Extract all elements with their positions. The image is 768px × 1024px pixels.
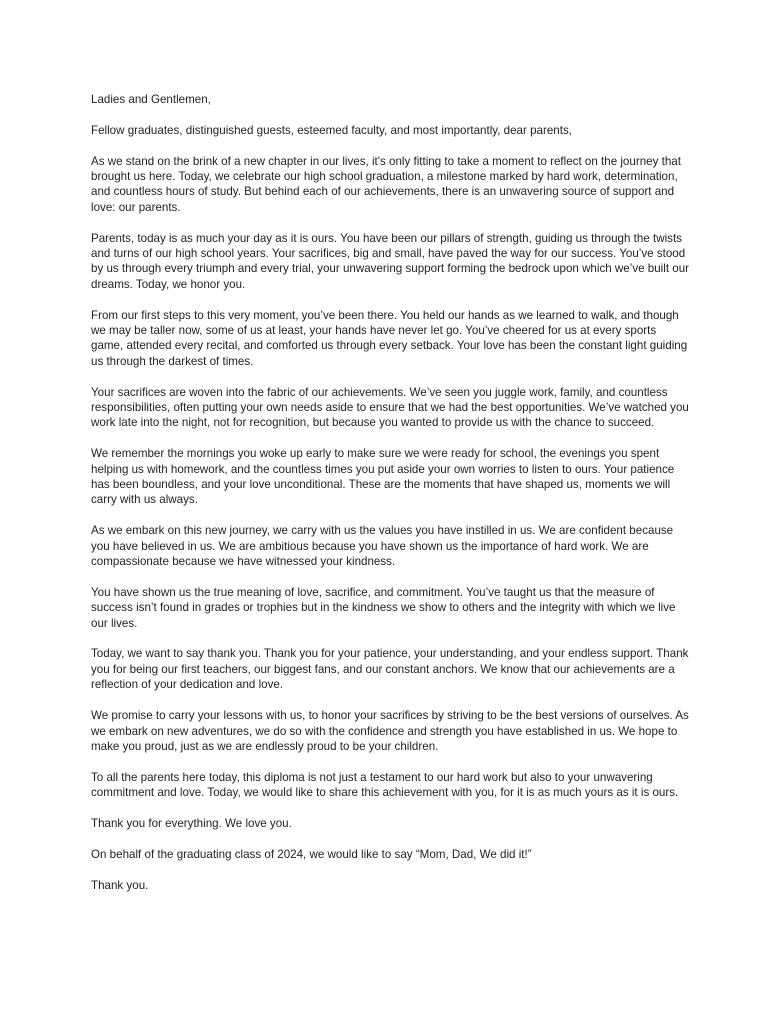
paragraph-meaning: You have shown us the true meaning of love, sacrifice, and commitment. You’ve taught us that the measure of success isn’t found in grades or trophies but in the kindness we show to others and the integrity with which we live our lives. — [91, 585, 676, 630]
closing: Thank you. — [91, 878, 149, 892]
paragraph-first-steps: From our first steps to this very moment, you’ve been there. You held our hands as we learned to walk, and though we may be taller now, some of us at least, your hands have never let go. You’ve cheered for us at every sports game, attended every recital, and comforted us through every setback. Your love has been the constant light guiding us through the darkest of times. — [91, 308, 688, 368]
salutation: Ladies and Gentlemen, — [91, 93, 211, 106]
paragraph-we-did-it: On behalf of the graduating class of 2024, we would like to say “Mom, Dad, We did it!” — [91, 847, 532, 861]
paragraph-honor-parents: Parents, today is as much your day as it is ours. You have been our pillars of strength, guiding us through the twists and turns of our high school years. Your sacrifices, big and small, have paved the way for our success. You’ve stood by us through every triumph and every trial, your unwavering support forming the bedrock upon which we’ve built our dreams. Today, we honor you. — [91, 231, 690, 291]
speech-document — [91, 92, 691, 908]
paragraph-promise: We promise to carry your lessons with us, to honor your sacrifices by striving to be the best versions of ourselves. As we embark on new adventures, we do so with the confidence and strength you have established in us. We hope to make you proud, just as we are endlessly proud to be your children. — [91, 709, 689, 753]
paragraph-memories: We remember the mornings you woke up early to make sure we were ready for school, the evenings you spent helping us with homework, and the countless times you put aside your own worries to listen to ours. Your patience has been boundless, and your love unconditional. These are the moments that have shaped us, moments we will carry with us always. — [91, 447, 675, 507]
paragraph-diploma: To all the parents here today, this diploma is not just a testament to our hard work but also to your unwavering commitment and love. Today, we would like to share this achievement with you, for it is as much yours as it is ours. — [91, 770, 679, 800]
audience-greeting: Fellow graduates, distinguished guests, esteemed faculty, and most importantly, dear parents, — [91, 123, 572, 137]
paragraph-values: As we embark on this new journey, we carry with us the values you have instilled in us. We are confident because you have believed in us. We are ambitious because you have shown us the importance of hard work. We are compassionate because we have witnessed your kindness. — [91, 524, 674, 569]
paragraph-sacrifices: Your sacrifices are woven into the fabric of our achievements. We’ve seen you juggle work, family, and countless responsibilities, often putting your own needs aside to ensure that we had the best opportunities. We’ve watched you work late into the night, not for recognition, but because you wanted to provide us with the chance to succeed. — [91, 385, 689, 430]
paragraph-love-you: Thank you for everything. We love you. — [91, 816, 292, 830]
paragraph-thank-you: Today, we want to say thank you. Thank you for your patience, your understanding, and your endless support. Thank you for being our first teachers, our biggest fans, and our constant anchors. We know that our achievements are a reflection of your dedication and love. — [91, 647, 689, 692]
paragraph-introduction: As we stand on the brink of a new chapter in our lives, it's only fitting to take a moment to reflect on the journey that brought us here. Today, we celebrate our high school graduation, a milestone marked by hard work, determination, and countless hours of study. But behind each of our achievements, there is an unwavering source of support and love: our parents. — [91, 154, 681, 214]
